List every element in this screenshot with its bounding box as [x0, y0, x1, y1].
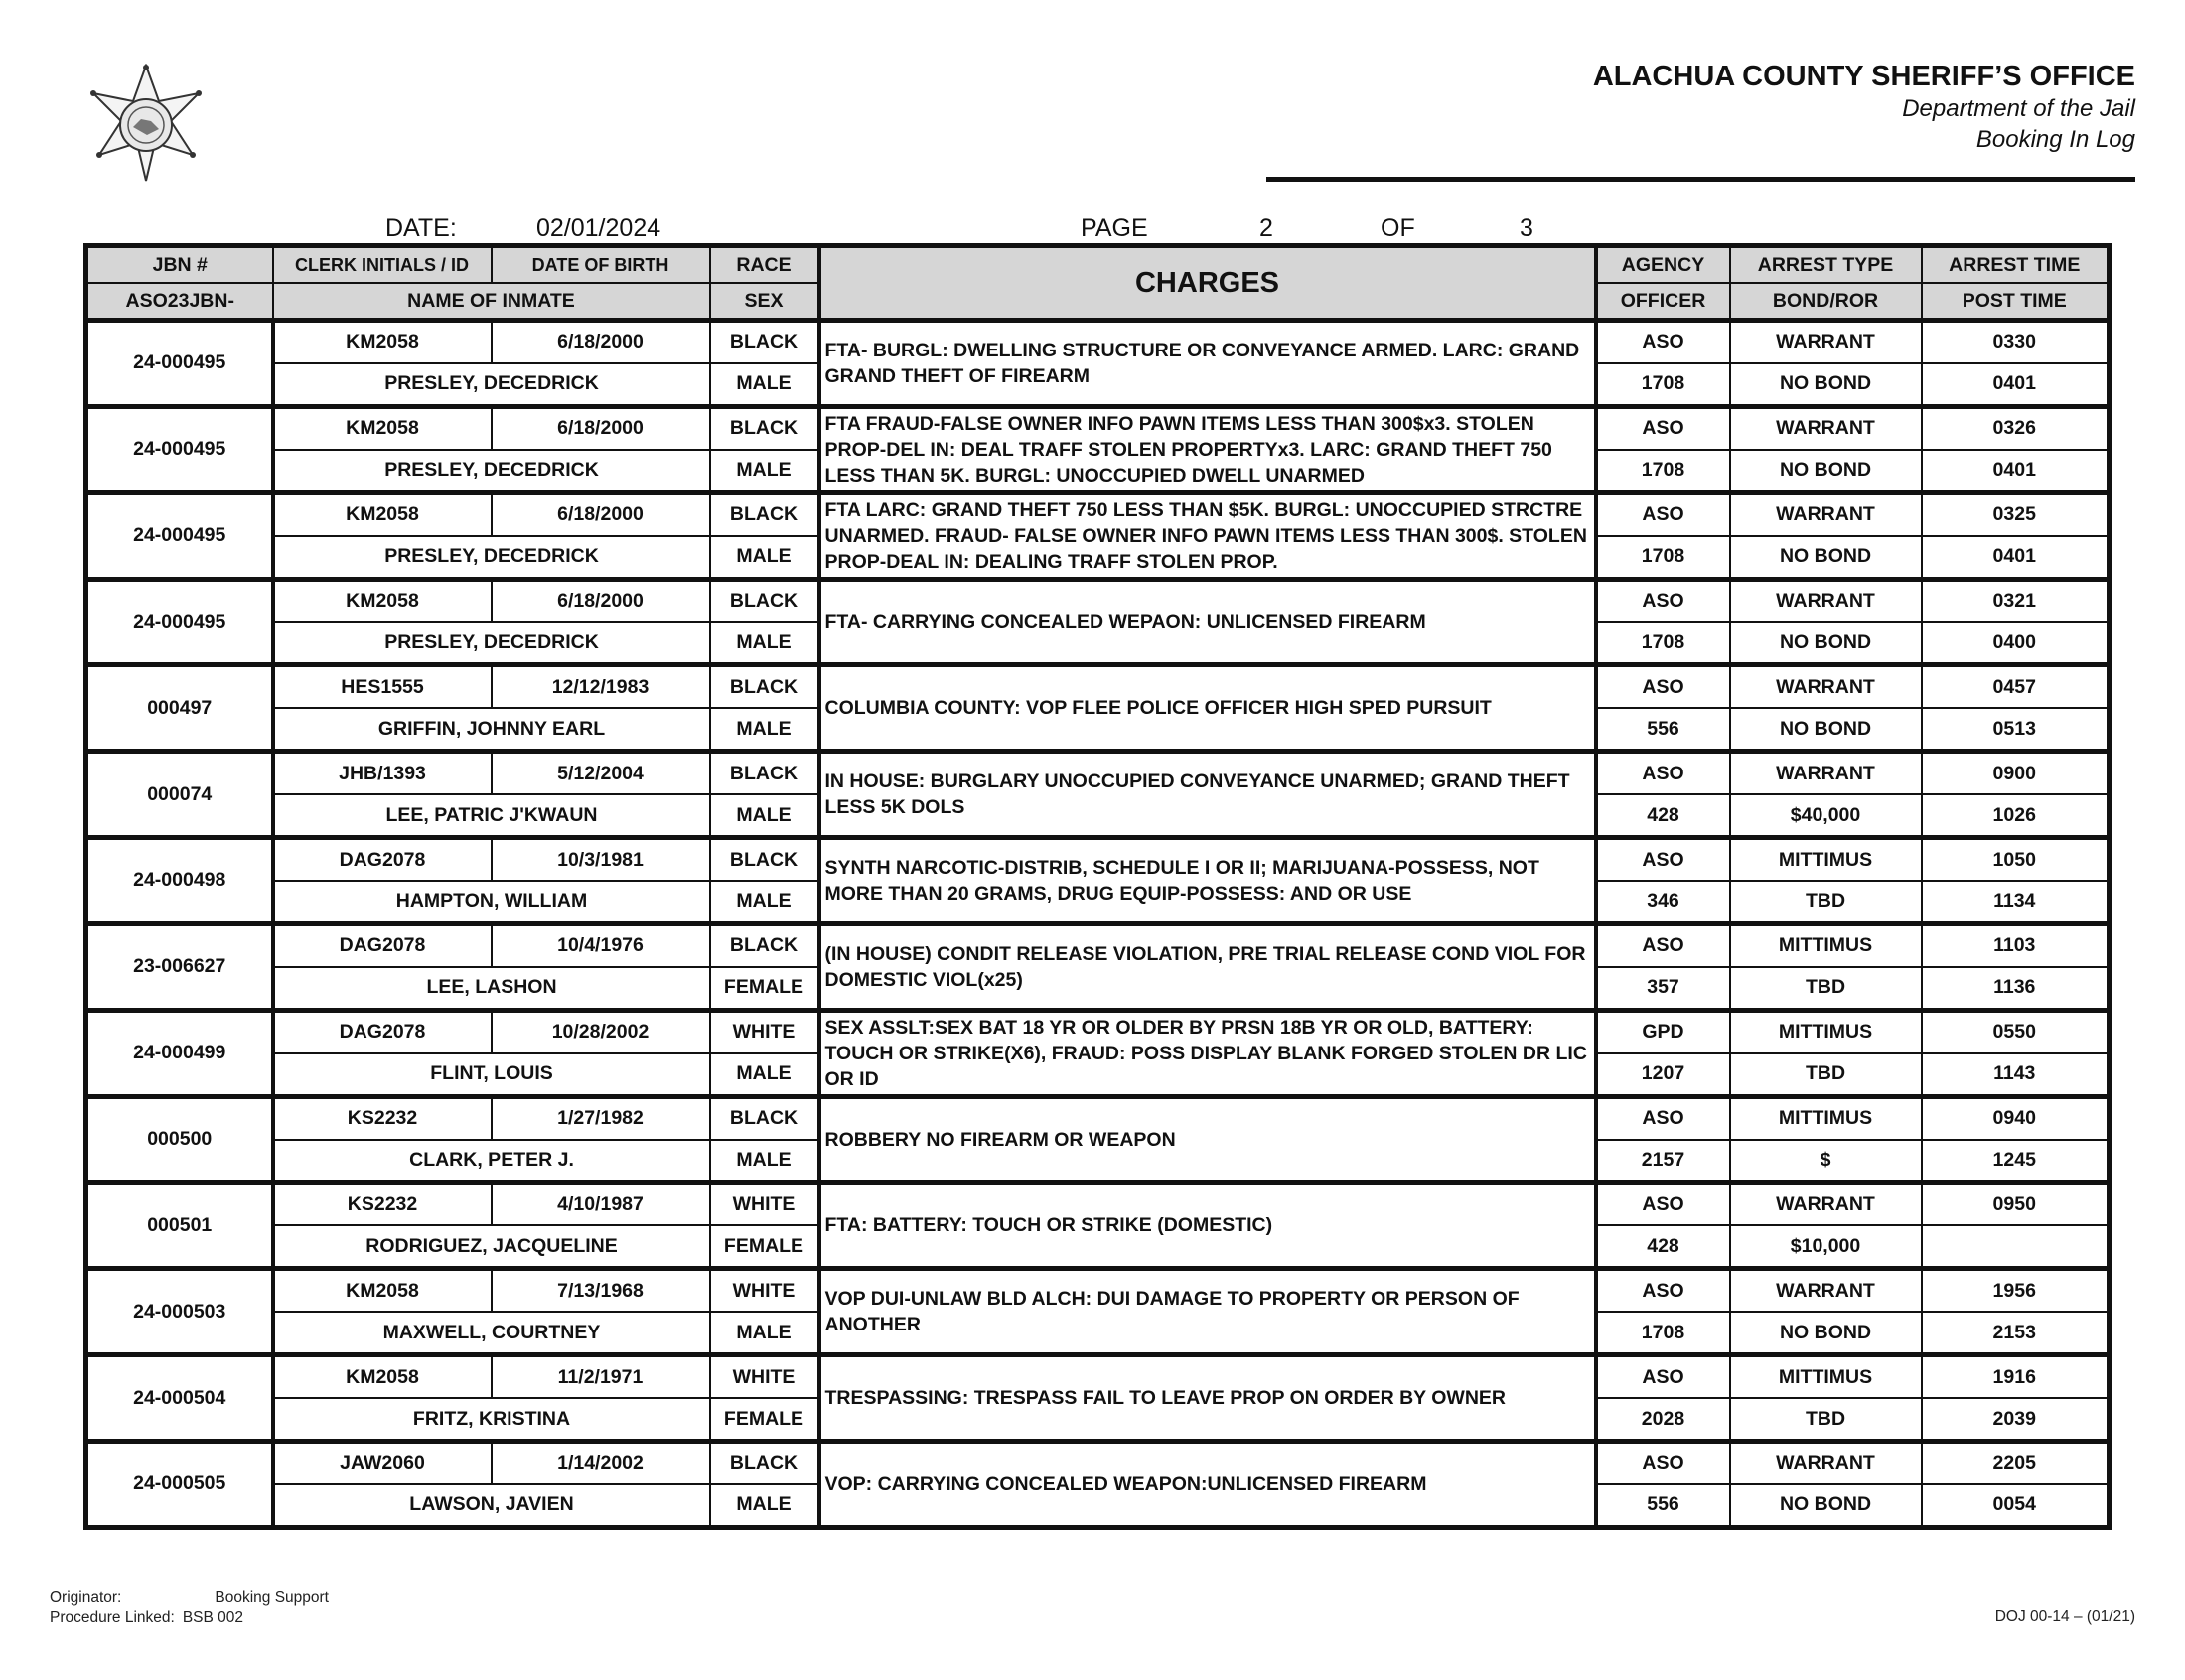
- post-time: 0054: [1922, 1484, 2110, 1528]
- sex: MALE: [710, 881, 819, 923]
- sex: MALE: [710, 708, 819, 751]
- bond: NO BOND: [1730, 450, 1922, 492]
- arrest-time: 2205: [1922, 1441, 2110, 1483]
- of-label: OF: [1381, 214, 1415, 242]
- clerk-id: KM2058: [273, 579, 492, 622]
- officer: 1708: [1596, 1312, 1730, 1354]
- arrest-time: 0325: [1922, 492, 2110, 535]
- inmate-name: FRITZ, KRISTINA: [273, 1398, 710, 1441]
- entry-row-top: [86, 838, 2110, 881]
- post-time: [1922, 1225, 2110, 1268]
- officer: 428: [1596, 794, 1730, 837]
- post-time: 1245: [1922, 1140, 2110, 1183]
- jbn-number: 000074: [86, 752, 273, 838]
- col-bond: BOND/ROR: [1730, 283, 1922, 321]
- date-of-birth: 7/13/1968: [492, 1269, 710, 1312]
- race: BLACK: [710, 1096, 819, 1139]
- arrest-time: 0550: [1922, 1010, 2110, 1052]
- entry-row-top: [86, 1010, 2110, 1052]
- arrest-type: MITTIMUS: [1730, 1010, 1922, 1052]
- bond: TBD: [1730, 1053, 1922, 1096]
- race: WHITE: [710, 1010, 819, 1052]
- date-of-birth: 1/27/1982: [492, 1096, 710, 1139]
- inmate-name: RODRIGUEZ, JACQUELINE: [273, 1225, 710, 1268]
- col-officer: OFFICER: [1596, 283, 1730, 321]
- arrest-time: 0330: [1922, 321, 2110, 363]
- bond: TBD: [1730, 881, 1922, 923]
- date-of-birth: 11/2/1971: [492, 1355, 710, 1398]
- jbn-number: 24-000495: [86, 492, 273, 579]
- col-arrest-time: ARREST TIME: [1922, 246, 2110, 284]
- clerk-id: KM2058: [273, 1355, 492, 1398]
- bond: NO BOND: [1730, 536, 1922, 579]
- clerk-id: DAG2078: [273, 923, 492, 966]
- post-time: 1026: [1922, 794, 2110, 837]
- col-dob: DATE OF BIRTH: [492, 246, 710, 284]
- arrest-time: 0326: [1922, 406, 2110, 449]
- post-time: 1134: [1922, 881, 2110, 923]
- entry-row-top: [86, 1183, 2110, 1225]
- race: WHITE: [710, 1269, 819, 1312]
- jbn-number: 000501: [86, 1183, 273, 1269]
- bond: $10,000: [1730, 1225, 1922, 1268]
- jbn-number: 24-000495: [86, 406, 273, 492]
- inmate-name: PRESLEY, DECEDRICK: [273, 622, 710, 664]
- charges: (IN HOUSE) CONDIT RELEASE VIOLATION, PRE TRIAL RELEASE COND VIOL FOR DOMESTIC VIOL(x25): [819, 923, 1596, 1010]
- charges: SEX ASSLT:SEX BAT 18 YR OR OLDER BY PRSN 18B YR OR OLD, BATTERY: TOUCH OR STRIKE(X6), FRAUD: POSS DISPLAY BLANK FORGED STOLEN DR LIC OR ID: [819, 1010, 1596, 1096]
- officer: 1708: [1596, 622, 1730, 664]
- officer: 1207: [1596, 1053, 1730, 1096]
- header-rule: [1266, 177, 2135, 182]
- jbn-number: 24-000503: [86, 1269, 273, 1355]
- post-time: 0401: [1922, 363, 2110, 406]
- inmate-name: PRESLEY, DECEDRICK: [273, 536, 710, 579]
- charges: FTA- CARRYING CONCEALED WEPAON: UNLICENSED FIREARM: [819, 579, 1596, 665]
- agency: ASO: [1596, 1269, 1730, 1312]
- charges: TRESPASSING: TRESPASS FAIL TO LEAVE PROP ON ORDER BY OWNER: [819, 1355, 1596, 1442]
- race: BLACK: [710, 665, 819, 708]
- jbn-number: 24-000498: [86, 838, 273, 924]
- race: BLACK: [710, 752, 819, 794]
- jbn-number: 24-000499: [86, 1010, 273, 1096]
- date-label: DATE:: [385, 214, 457, 242]
- sex: MALE: [710, 1484, 819, 1528]
- header-row-1: [86, 246, 2110, 284]
- col-agency: AGENCY: [1596, 246, 1730, 284]
- inmate-name: GRIFFIN, JOHNNY EARL: [273, 708, 710, 751]
- inmate-name: MAXWELL, COURTNEY: [273, 1312, 710, 1354]
- officer: 1708: [1596, 363, 1730, 406]
- charges: VOP: CARRYING CONCEALED WEAPON:UNLICENSED FIREARM: [819, 1441, 1596, 1527]
- bond: NO BOND: [1730, 622, 1922, 664]
- entry-row-top: [86, 321, 2110, 363]
- officer: 357: [1596, 967, 1730, 1010]
- department-name: Department of the Jail: [1902, 95, 2135, 122]
- bond: $40,000: [1730, 794, 1922, 837]
- bond: NO BOND: [1730, 1312, 1922, 1354]
- office-name: ALACHUA COUNTY SHERIFF’S OFFICE: [1592, 61, 2135, 92]
- inmate-name: CLARK, PETER J.: [273, 1140, 710, 1183]
- sex: MALE: [710, 1140, 819, 1183]
- date-of-birth: 12/12/1983: [492, 665, 710, 708]
- bond: $: [1730, 1140, 1922, 1183]
- sheriff-star-badge-icon: [72, 64, 220, 183]
- clerk-id: KM2058: [273, 321, 492, 363]
- officer: 428: [1596, 1225, 1730, 1268]
- race: WHITE: [710, 1355, 819, 1398]
- date-of-birth: 6/18/2000: [492, 579, 710, 622]
- charges: FTA LARC: GRAND THEFT 750 LESS THAN $5K. BURGL: UNOCCUPIED STRCTRE UNARMED. FRAUD- FALSE OWNER INFO PAWN ITEMS LESS THAN 300$. STOLEN PROP-DEAL IN: DEALING TRAFF STOLEN PROP.: [819, 492, 1596, 579]
- clerk-id: KM2058: [273, 406, 492, 449]
- date-of-birth: 6/18/2000: [492, 406, 710, 449]
- arrest-time: 1103: [1922, 923, 2110, 966]
- agency: ASO: [1596, 923, 1730, 966]
- arrest-time: 0321: [1922, 579, 2110, 622]
- footer-left: [50, 1587, 329, 1628]
- charges: ROBBERY NO FIREARM OR WEAPON: [819, 1096, 1596, 1183]
- entry-row-top: [86, 579, 2110, 622]
- clerk-id: KM2058: [273, 492, 492, 535]
- arrest-type: WARRANT: [1730, 1441, 1922, 1483]
- entry-row-top: [86, 923, 2110, 966]
- clerk-id: DAG2078: [273, 1010, 492, 1052]
- date-of-birth: 6/18/2000: [492, 492, 710, 535]
- entry-row-top: [86, 752, 2110, 794]
- post-time: 0400: [1922, 622, 2110, 664]
- sex: MALE: [710, 794, 819, 837]
- booking-entries: [86, 321, 2110, 1528]
- race: BLACK: [710, 492, 819, 535]
- arrest-type: WARRANT: [1730, 492, 1922, 535]
- office-header: [1593, 60, 2135, 155]
- col-clerk: CLERK INITIALS / ID: [273, 246, 492, 284]
- log-title: Booking In Log: [1975, 126, 2135, 153]
- col-arrest-type: ARREST TYPE: [1730, 246, 1922, 284]
- col-post-time: POST TIME: [1922, 283, 2110, 321]
- entry-row-top: [86, 1096, 2110, 1139]
- sex: MALE: [710, 536, 819, 579]
- arrest-type: WARRANT: [1730, 406, 1922, 449]
- clerk-id: KS2232: [273, 1183, 492, 1225]
- originator-label: Originator:: [50, 1589, 122, 1606]
- entry-row-top: [86, 1269, 2110, 1312]
- officer: 2028: [1596, 1398, 1730, 1441]
- post-time: 1136: [1922, 967, 2110, 1010]
- arrest-time: 1916: [1922, 1355, 2110, 1398]
- race: BLACK: [710, 321, 819, 363]
- bond: NO BOND: [1730, 1484, 1922, 1528]
- date-of-birth: 10/28/2002: [492, 1010, 710, 1052]
- clerk-id: JHB/1393: [273, 752, 492, 794]
- bond: TBD: [1730, 1398, 1922, 1441]
- col-name: NAME OF INMATE: [273, 283, 710, 321]
- date-of-birth: 4/10/1987: [492, 1183, 710, 1225]
- officer: 1708: [1596, 450, 1730, 492]
- inmate-name: HAMPTON, WILLIAM: [273, 881, 710, 923]
- inmate-name: PRESLEY, DECEDRICK: [273, 450, 710, 492]
- post-time: 0401: [1922, 536, 2110, 579]
- procedure-value: BSB 002: [182, 1610, 243, 1626]
- arrest-time: 1050: [1922, 838, 2110, 881]
- arrest-time: 1956: [1922, 1269, 2110, 1312]
- post-time: 1143: [1922, 1053, 2110, 1096]
- sex: MALE: [710, 1312, 819, 1354]
- race: BLACK: [710, 579, 819, 622]
- agency: ASO: [1596, 665, 1730, 708]
- arrest-type: MITTIMUS: [1730, 923, 1922, 966]
- officer: 556: [1596, 1484, 1730, 1528]
- race: WHITE: [710, 1183, 819, 1225]
- charges: FTA: BATTERY: TOUCH OR STRIKE (DOMESTIC): [819, 1183, 1596, 1269]
- charges: SYNTH NARCOTIC-DISTRIB, SCHEDULE I OR II; MARIJUANA-POSSESS, NOT MORE THAN 20 GRAMS, DRUG EQUIP-POSSESS: AND OR USE: [819, 838, 1596, 924]
- post-time: 0513: [1922, 708, 2110, 751]
- charges: FTA FRAUD-FALSE OWNER INFO PAWN ITEMS LESS THAN 300$x3. STOLEN PROP-DEL IN: DEAL TRAFF STOLEN PROPERTYx3. LARC: GRAND THEFT 750 LESS THAN 5K. BURGL: UNOCCUPIED DWELL UNARMED: [819, 406, 1596, 492]
- officer: 2157: [1596, 1140, 1730, 1183]
- entry-row-top: [86, 1441, 2110, 1483]
- arrest-time: 0900: [1922, 752, 2110, 794]
- charges: VOP DUI-UNLAW BLD ALCH: DUI DAMAGE TO PROPERTY OR PERSON OF ANOTHER: [819, 1269, 1596, 1355]
- jbn-number: 24-000495: [86, 579, 273, 665]
- entry-row-top: [86, 665, 2110, 708]
- agency: ASO: [1596, 1183, 1730, 1225]
- jbn-number: 000500: [86, 1096, 273, 1183]
- originator-value: Booking Support: [215, 1589, 329, 1606]
- post-time: 0401: [1922, 450, 2110, 492]
- sex: FEMALE: [710, 967, 819, 1010]
- arrest-type: WARRANT: [1730, 579, 1922, 622]
- bond: TBD: [1730, 967, 1922, 1010]
- arrest-type: WARRANT: [1730, 752, 1922, 794]
- date-value: 02/01/2024: [536, 214, 661, 242]
- officer: 556: [1596, 708, 1730, 751]
- date-of-birth: 10/3/1981: [492, 838, 710, 881]
- post-time: 2153: [1922, 1312, 2110, 1354]
- inmate-name: FLINT, LOUIS: [273, 1053, 710, 1096]
- charges: COLUMBIA COUNTY: VOP FLEE POLICE OFFICER HIGH SPED PURSUIT: [819, 665, 1596, 752]
- agency: ASO: [1596, 752, 1730, 794]
- inmate-name: LEE, PATRIC J'KWAUN: [273, 794, 710, 837]
- clerk-id: JAW2060: [273, 1441, 492, 1483]
- date-of-birth: 5/12/2004: [492, 752, 710, 794]
- date-of-birth: 10/4/1976: [492, 923, 710, 966]
- arrest-type: WARRANT: [1730, 1269, 1922, 1312]
- jbn-number: 000497: [86, 665, 273, 752]
- clerk-id: DAG2078: [273, 838, 492, 881]
- inmate-name: PRESLEY, DECEDRICK: [273, 363, 710, 406]
- entry-row-top: [86, 406, 2110, 449]
- officer: 346: [1596, 881, 1730, 923]
- booking-log-table: [83, 243, 2112, 1530]
- arrest-type: MITTIMUS: [1730, 1096, 1922, 1139]
- bond: NO BOND: [1730, 708, 1922, 751]
- col-race: RACE: [710, 246, 819, 284]
- date-of-birth: 6/18/2000: [492, 321, 710, 363]
- agency: ASO: [1596, 1355, 1730, 1398]
- page-label: PAGE: [1081, 214, 1148, 242]
- race: BLACK: [710, 923, 819, 966]
- arrest-time: 0457: [1922, 665, 2110, 708]
- entry-row-top: [86, 492, 2110, 535]
- officer: 1708: [1596, 536, 1730, 579]
- arrest-time: 0950: [1922, 1183, 2110, 1225]
- arrest-type: WARRANT: [1730, 665, 1922, 708]
- sex: MALE: [710, 450, 819, 492]
- arrest-type: MITTIMUS: [1730, 838, 1922, 881]
- charges: FTA- BURGL: DWELLING STRUCTURE OR CONVEYANCE ARMED. LARC: GRAND GRAND THEFT OF FIREARM: [819, 321, 1596, 407]
- agency: ASO: [1596, 1441, 1730, 1483]
- page-number: 2: [1259, 214, 1273, 242]
- sex: FEMALE: [710, 1225, 819, 1268]
- jbn-number: 23-006627: [86, 923, 273, 1010]
- date-of-birth: 1/14/2002: [492, 1441, 710, 1483]
- arrest-type: WARRANT: [1730, 1183, 1922, 1225]
- jbn-number: 24-000505: [86, 1441, 273, 1527]
- col-charges: CHARGES: [819, 246, 1596, 321]
- form-code: DOJ 00-14 – (01/21): [1994, 1609, 2135, 1625]
- race: BLACK: [710, 406, 819, 449]
- post-time: 2039: [1922, 1398, 2110, 1441]
- clerk-id: KM2058: [273, 1269, 492, 1312]
- entry-row-top: [86, 1355, 2110, 1398]
- procedure-label: Procedure Linked:: [50, 1610, 175, 1626]
- arrest-time: 0940: [1922, 1096, 2110, 1139]
- clerk-id: KS2232: [273, 1096, 492, 1139]
- page-total: 3: [1520, 214, 1533, 242]
- sex: MALE: [710, 363, 819, 406]
- clerk-id: HES1555: [273, 665, 492, 708]
- inmate-name: LAWSON, JAVIEN: [273, 1484, 710, 1528]
- jbn-number: 24-000504: [86, 1355, 273, 1442]
- bond: NO BOND: [1730, 363, 1922, 406]
- agency: ASO: [1596, 838, 1730, 881]
- charges: IN HOUSE: BURGLARY UNOCCUPIED CONVEYANCE UNARMED; GRAND THEFT LESS 5K DOLS: [819, 752, 1596, 838]
- sex: FEMALE: [710, 1398, 819, 1441]
- race: BLACK: [710, 838, 819, 881]
- agency: ASO: [1596, 492, 1730, 535]
- arrest-type: WARRANT: [1730, 321, 1922, 363]
- agency: ASO: [1596, 1096, 1730, 1139]
- inmate-name: LEE, LASHON: [273, 967, 710, 1010]
- agency: GPD: [1596, 1010, 1730, 1052]
- sex: MALE: [710, 622, 819, 664]
- agency: ASO: [1596, 321, 1730, 363]
- arrest-type: MITTIMUS: [1730, 1355, 1922, 1398]
- agency: ASO: [1596, 406, 1730, 449]
- agency: ASO: [1596, 579, 1730, 622]
- race: BLACK: [710, 1441, 819, 1483]
- jbn-number: 24-000495: [86, 321, 273, 407]
- col-sex: SEX: [710, 283, 819, 321]
- col-jbn: JBN #: [86, 246, 273, 284]
- sex: MALE: [710, 1053, 819, 1096]
- col-jbn-prefix: ASO23JBN-: [86, 283, 273, 321]
